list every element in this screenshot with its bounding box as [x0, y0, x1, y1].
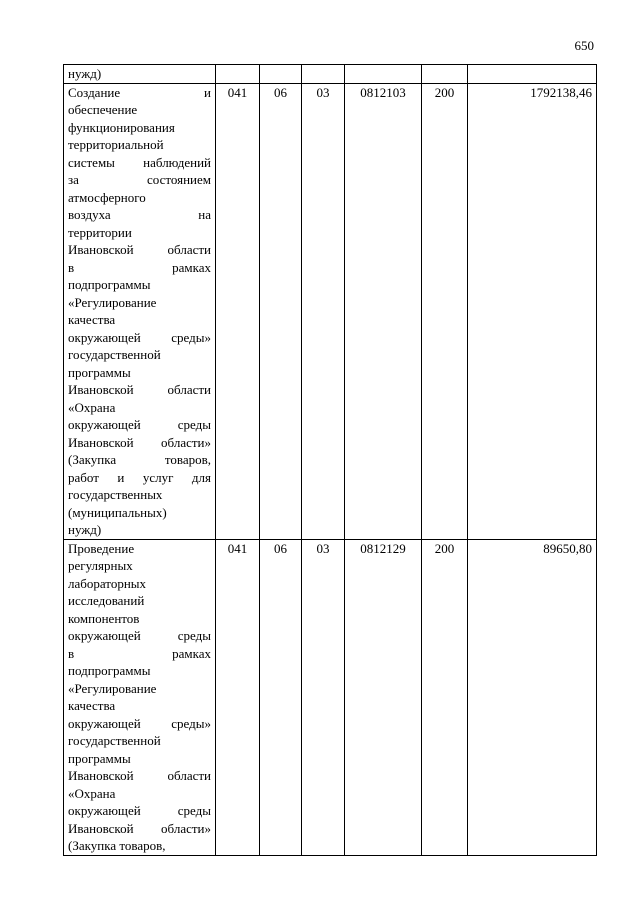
expense-name-line: окружающей среды	[68, 417, 211, 432]
expense-name-line: исследований	[68, 593, 145, 608]
section-code-cell: 06	[260, 539, 302, 855]
expense-name-line: подпрограммы	[68, 277, 151, 292]
expense-name-line: (Закупка товаров,	[68, 452, 211, 467]
expense-name-cell	[64, 83, 216, 539]
expense-name-line: в рамках	[68, 645, 211, 661]
section-code-cell: 06	[260, 83, 302, 539]
amount-cell: 1792138,46	[468, 83, 597, 539]
expense-name-line: программы	[68, 364, 131, 380]
expense-name-line: территории	[68, 224, 132, 240]
expense-kind-cell	[422, 65, 468, 84]
expense-name-line: Создание и	[68, 84, 211, 100]
expense-name-line: Ивановской области	[68, 242, 211, 257]
expense-name-line: Проведение	[68, 540, 135, 556]
amount-cell	[468, 65, 597, 84]
target-article-cell: 0812129	[345, 539, 422, 855]
expense-name-line: «Охрана	[68, 399, 116, 415]
subsection-code-cell	[302, 65, 345, 84]
expense-name-line: окружающей среды	[68, 628, 211, 643]
budget-table	[63, 64, 597, 856]
expense-name-line: работ и услуг для	[68, 469, 211, 485]
table-row	[64, 539, 597, 855]
expense-name-line: в рамках	[68, 259, 211, 275]
expense-name-line: качества	[68, 698, 116, 713]
target-article-cell	[345, 65, 422, 84]
expense-name-line: системы наблюдений	[68, 154, 211, 170]
expense-name-line: окружающей среды»	[68, 329, 211, 345]
expense-name-line: нужд)	[68, 522, 102, 537]
subsection-code-cell: 03	[302, 83, 345, 539]
expense-name-line: «Регулирование	[68, 680, 157, 696]
admin-code-cell: 041	[216, 539, 260, 855]
expense-kind-cell: 200	[422, 539, 468, 855]
expense-name-line: «Охрана	[68, 785, 116, 801]
expense-name-line: государственной	[68, 347, 161, 362]
expense-name-cell	[64, 539, 216, 855]
subsection-code-cell: 03	[302, 539, 345, 855]
target-article-cell: 0812103	[345, 83, 422, 539]
expense-name-line: окружающей среды»	[68, 715, 211, 731]
expense-name-line: качества	[68, 312, 116, 327]
expense-name-line: лабораторных	[68, 575, 147, 591]
admin-code-cell	[216, 65, 260, 84]
expense-name-line: территориальной	[68, 137, 164, 152]
expense-name-line: регулярных	[68, 558, 133, 573]
expense-name-line: государственной	[68, 733, 161, 748]
expense-name-line: подпрограммы	[68, 663, 151, 678]
expense-name-line: Ивановской области	[68, 768, 211, 783]
table-row	[64, 65, 597, 84]
expense-name-line: нужд)	[68, 66, 102, 81]
expense-name-line: компонентов	[68, 610, 140, 626]
expense-name-line: воздуха на	[68, 207, 211, 222]
expense-name-line: Ивановской области	[68, 382, 211, 397]
expense-name-line: функционирования	[68, 119, 175, 135]
expense-name-line: за состоянием	[68, 172, 211, 187]
expense-name-line: программы	[68, 750, 131, 766]
expense-name-line: (Закупка товаров,	[68, 838, 166, 853]
expense-name-line: государственных	[68, 487, 163, 502]
expense-name-line: Ивановской области»	[68, 820, 211, 836]
table-row	[64, 83, 597, 539]
expense-kind-cell: 200	[422, 83, 468, 539]
expense-name-line: окружающей среды	[68, 803, 211, 818]
expense-name-line: атмосферного	[68, 189, 146, 205]
expense-name-line: «Регулирование	[68, 294, 157, 310]
expense-name-line: обеспечение	[68, 102, 138, 117]
admin-code-cell: 041	[216, 83, 260, 539]
expense-name-cell	[64, 65, 216, 84]
amount-cell: 89650,80	[468, 539, 597, 855]
expense-name-line: (муниципальных)	[68, 504, 167, 520]
expense-name-line: Ивановской области»	[68, 434, 211, 450]
section-code-cell	[260, 65, 302, 84]
page-number: 650	[574, 38, 594, 53]
